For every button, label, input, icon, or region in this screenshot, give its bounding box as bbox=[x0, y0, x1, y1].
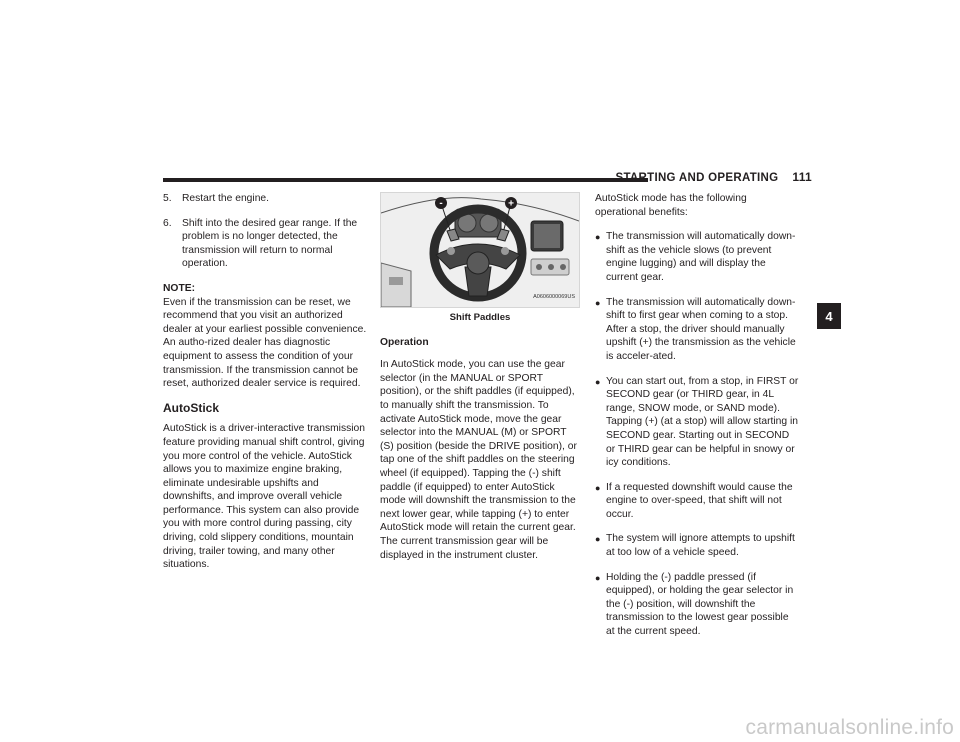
operation-heading: Operation bbox=[380, 336, 429, 348]
list-item: ● Holding the (-) paddle pressed (if equipped), or holding the gear selector in the (-) position, will downshift the transmission to the lowest gear possible at the current speed. bbox=[595, 571, 794, 638]
plus-paddle-label: + bbox=[508, 198, 514, 210]
note-label: NOTE: bbox=[163, 282, 196, 294]
note-text: Even if the transmission can be reset, we recommend that you visit an authorized dealer at your earliest possible convenience. An autho-rized dealer has diagnostic equipment to assess the condition of your transmission. If the transmission cannot be reset, authorized dealer service is required. bbox=[163, 296, 367, 390]
steering-wheel-illustration bbox=[381, 193, 579, 307]
bullet-icon: ● bbox=[595, 232, 601, 243]
column-3 bbox=[595, 192, 800, 650]
figure-id: A0606000069US bbox=[533, 294, 575, 301]
column-2 bbox=[380, 192, 580, 573]
list-item: ● You can start out, from a stop, in FIRST or SECOND gear (or THIRD gear, in 4L range, SNOW mode, or SAND mode). Tapping (+) (at a stop) will allow starting in SECOND gear. Starting out in SECOND or THIRD gear can be helpful in snowy or icy conditions. bbox=[595, 375, 799, 469]
benefits-list bbox=[595, 230, 800, 638]
minus-paddle-label: - bbox=[439, 198, 443, 209]
page-number: 111 bbox=[792, 170, 812, 184]
chapter-tab: 4 bbox=[817, 303, 841, 329]
operation-paragraph: In AutoStick mode, you can use the gear selector (in the MANUAL or SPORT position), or the shift paddles (if equipped), to manually shift the transmission. To activate AutoStick mode, move the gear selector into the MANUAL (M) or SPORT (S) position (beside the DRIVE position), or tap one of the shift paddles on the steering wheel (if equipped). Tapping the (-) shift paddle (if equipped) to enter AutoStick mode will downshift the transmission to the next lower gear, while tapping (+) to enter AutoStick mode will retain the current gear. The current transmission gear will be displayed in the instrument cluster. bbox=[380, 359, 577, 561]
bullet-icon: ● bbox=[595, 572, 601, 583]
bullet-icon: ● bbox=[595, 534, 601, 545]
column-1 bbox=[163, 192, 367, 583]
autostick-paragraph: AutoStick is a driver-interactive transmission feature providing manual shift control, giving you more control of the vehicle. AutoStick allows you to maximize engine braking, eliminate undesirable upshifts and downshifts, and improve overall vehicle performance. This system can also provide you with more control during passing, city driving, cold slippery conditions, mountain driving, trailer towing, and many other situations. bbox=[163, 423, 366, 571]
bullet-icon: ● bbox=[595, 482, 601, 493]
figure-caption: Shift Paddles bbox=[449, 312, 511, 323]
list-item: ● The system will ignore attempts to upshift at too low of a vehicle speed. bbox=[595, 533, 795, 559]
benefits-intro: AutoStick mode has the following operational benefits: bbox=[595, 193, 747, 218]
bullet-icon: ● bbox=[595, 297, 601, 308]
list-item: ● If a requested downshift would cause the engine to over-speed, that shift will not occur. bbox=[595, 481, 793, 520]
list-item: ● The transmission will automatically down-shift as the vehicle slows (to prevent engine lugging) and will display the current gear. bbox=[595, 231, 796, 283]
watermark: carmanualsonline.info bbox=[745, 716, 954, 739]
list-item: ● The transmission will automatically down-shift to first gear when coming to a stop. After a stop, the driver should manually upshift (+) the transmission as the vehicle is acceler-ated. bbox=[595, 296, 796, 362]
shift-paddles-figure bbox=[380, 192, 580, 308]
step-6: 6. Shift into the desired gear range. If the problem is no longer detected, the transmission will return to normal operation. bbox=[163, 217, 358, 270]
autostick-heading: AutoStick bbox=[163, 400, 220, 415]
header-rule bbox=[163, 178, 648, 182]
section-title: STARTING AND OPERATING bbox=[615, 172, 779, 184]
page-header bbox=[615, 170, 812, 184]
step-5: 5. Restart the engine. bbox=[163, 193, 270, 204]
bullet-icon: ● bbox=[595, 376, 601, 387]
